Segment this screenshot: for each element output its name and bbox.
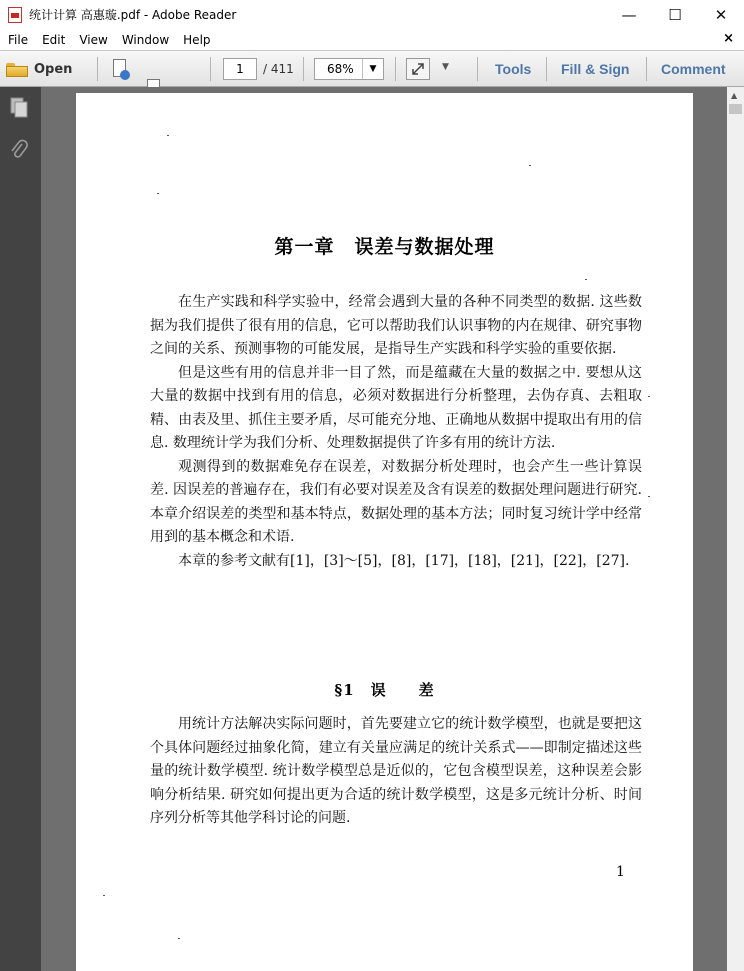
toolbar-separator [303,57,304,81]
comment-pane-button[interactable]: Comment [661,61,726,77]
scan-speck [648,396,650,397]
scan-speck [178,938,180,939]
zoom-value: 68% [327,62,354,76]
adobe-reader-icon [8,7,22,23]
menu-edit[interactable]: Edit [42,32,66,47]
menu-view[interactable]: View [79,32,108,47]
toolbar-separator [395,57,396,81]
paragraph: 用统计方法解决实际问题时，首先要建立它的统计数学模型，也就是要把这个具体问题经过抽象化简，建立有关量应满足的统计关系式——即制定描述这些量的统计数学模型. 统计数学模型总是近似的，它包含模型误差，这种误差会影响分析结果. 研究如何提出更为合适的统计数学模型，这是多元统计分析、时间序列分析等其他学科讨论的问题. [150,716,642,826]
open-button[interactable] [6,57,72,81]
window-controls [606,0,744,29]
paragraph: 本章的参考文献有[1]，[3]～[5]，[8]，[17]，[18]，[21]，[22]，[27]. [178,552,630,569]
toolbar-separator [646,57,647,81]
paragraph: 但是这些有用的信息并非一目了然，而是蕴藏在大量的数据之中. 要想从这大量的数据中找到有用的信息，必须对数据进行分析整理，去伪存真、去粗取精、由表及里、抓住主要矛盾，尽可能充分地、正确地从数据中提取出有用的信息. 数理统计学为我们分析、处理数据提供了许多有用的统计方法. [150,364,642,451]
tools-pane-button[interactable]: Tools [495,61,532,77]
menu-help[interactable]: Help [183,32,211,47]
scan-speck [167,135,169,136]
maximize-button[interactable]: ☐ [668,5,682,24]
paperclip-icon [9,139,29,161]
chevron-down-icon[interactable]: ▼ [362,59,383,79]
open-label: Open [34,61,73,77]
page-number-input[interactable]: 1 [223,58,257,80]
scan-speck [529,165,531,166]
close-button[interactable]: ✕ [714,5,728,24]
minimize-button[interactable]: — [621,5,637,24]
toolbar [0,50,744,87]
window-title: 统计计算 高惠璇.pdf - Adobe Reader [29,8,237,22]
scan-speck [648,496,650,497]
paragraph: 观测得到的数据难免存在误差，对数据分析处理时，也会产生一些计算误差. 因误差的普遍存在，我们有必要对误差及含有误差的数据处理问题进行研究. 本章介绍误差的类型和基本特点，数据处理的基本方法；同时复习统计学中经常用到的基本概念和术语. [150,458,642,545]
folder-icon [6,61,28,77]
attachments-button[interactable] [8,139,30,161]
page-number: 1 [616,864,625,880]
scan-speck [157,193,159,194]
zoom-select[interactable] [314,58,384,80]
close-document-button[interactable]: × [723,31,734,46]
toolbar-separator [210,57,211,81]
toolbar-separator [477,57,478,81]
scan-speck [585,279,587,280]
section-body [150,713,642,831]
scroll-up-icon[interactable]: ▲ [731,91,738,100]
navigation-pane [0,87,41,971]
fit-page-button[interactable] [406,58,430,80]
menu-bar [0,29,744,50]
expand-icon [411,62,425,76]
scrollbar-thumb[interactable] [729,104,742,114]
menu-file[interactable]: File [8,32,29,47]
more-tools-arrow-icon[interactable]: ▼ [442,62,449,72]
paragraph: 在生产实践和科学实验中，经常会遇到大量的各种不同类型的数据. 这些数据为我们提供了很有用的信息，它可以帮助我们认识事物的内在规律、研究事物之间的关系、预测事物的可能发展，是指导生产实践和科学实验的重要依据. [150,294,642,357]
pdf-page [76,93,693,971]
vertical-scrollbar[interactable] [727,87,744,971]
chapter-title: 第一章 误差与数据处理 [274,236,495,258]
arrow-icon [120,70,130,80]
pages-icon [9,97,29,119]
scan-speck [103,895,105,896]
page-total: / 411 [263,62,294,76]
fill-sign-pane-button[interactable]: Fill & Sign [561,61,630,77]
create-pdf-button[interactable] [110,59,128,79]
page-thumbnails-button[interactable] [8,97,30,119]
title-bar [0,0,744,29]
toolbar-separator [97,57,98,81]
menu-window[interactable]: Window [121,32,170,47]
chapter-intro [150,291,642,573]
section-title: §1 误 差 [334,681,435,699]
toolbar-separator [546,57,547,81]
